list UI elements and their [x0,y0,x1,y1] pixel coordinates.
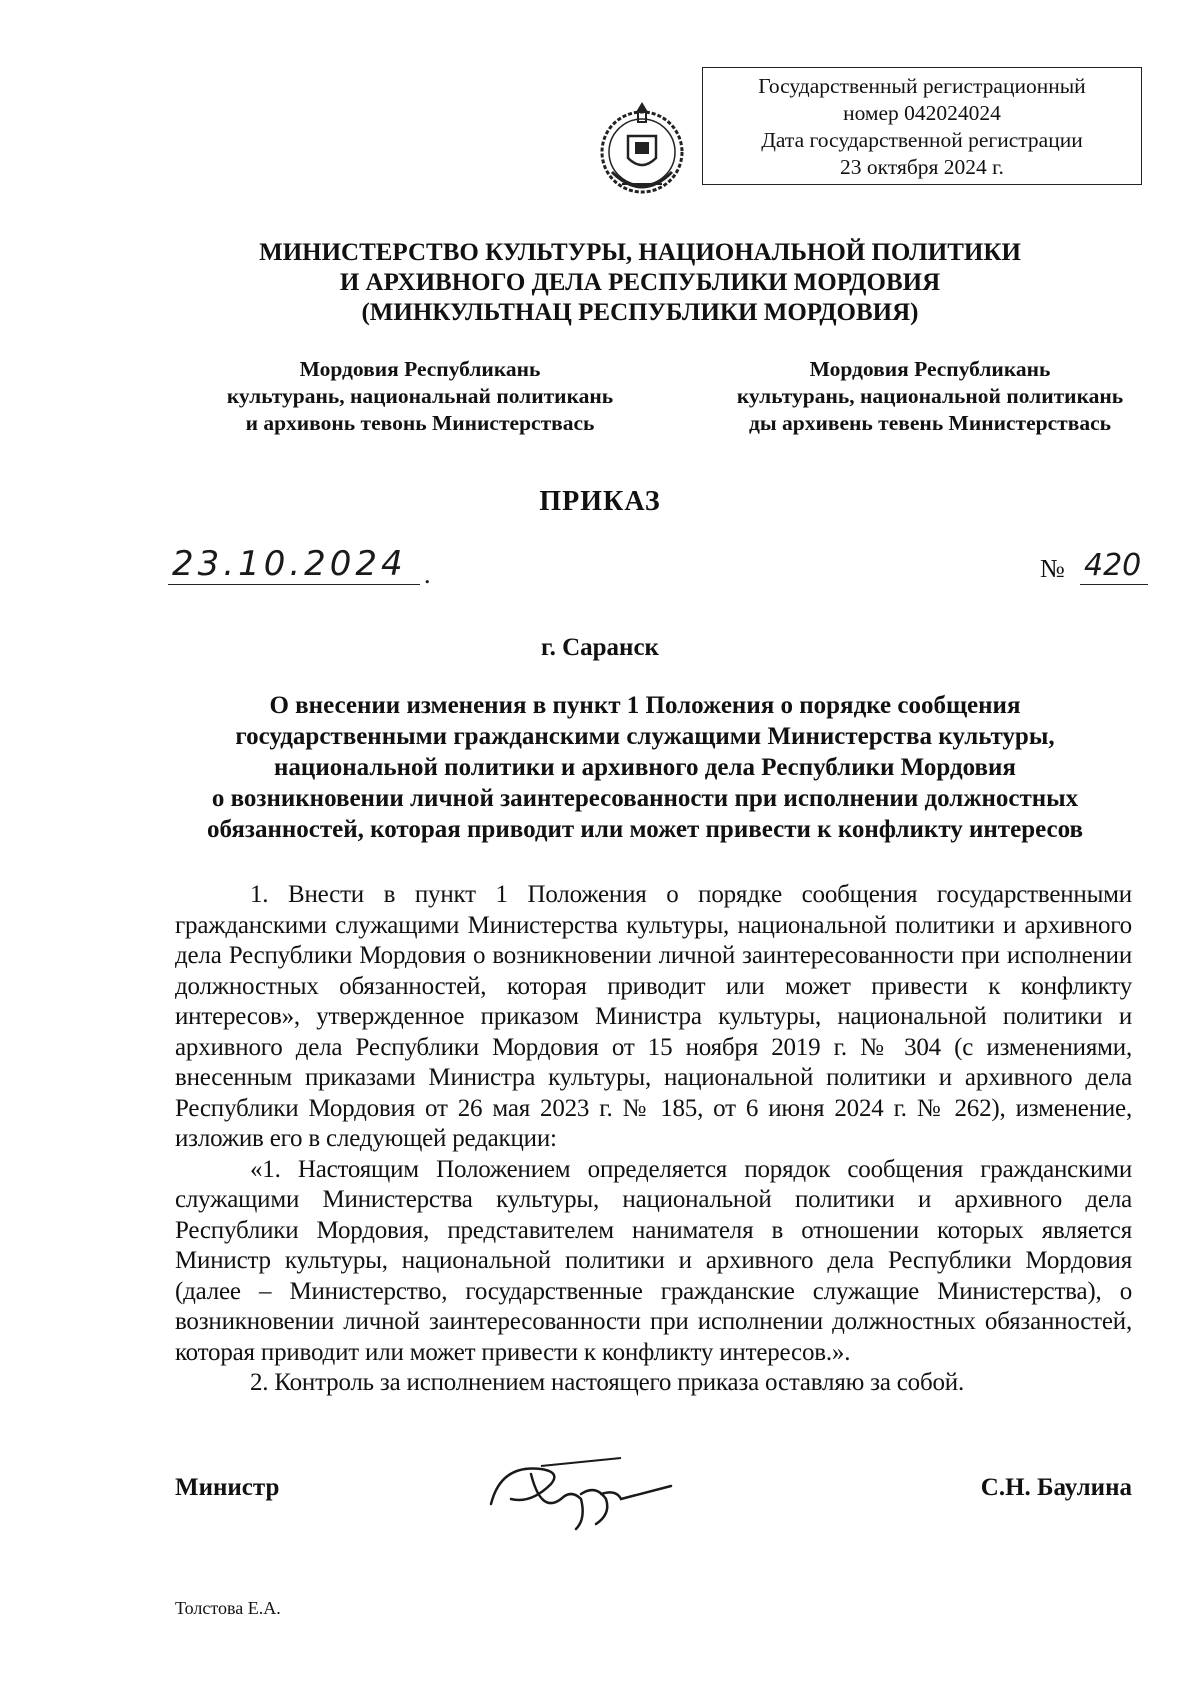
erzya-line: ды архивень тевень Министерствась [749,411,1111,435]
ministry-name-moksha [180,356,660,437]
body-paragraph-2: «1. Настоящим Положением определяется порядок сообщения гражданскими служащими Министерства культуры, национальной политики и архивного дела Республики Мордовия, представителем нанимателя в отношении которых является Министр культуры, национальной политики и архивного дела Республики Мордовия (далее – Министерство, государственные гражданские служащие Министерства), о возникновении личной заинтересованности при исполнении должностных обязанностей, которая приводит или может привести к конфликту интересов.». [175,1155,1132,1366]
moksha-line: Мордовия Республикань [299,357,541,381]
title-line: национальной политики и архивного дела Республики Мордовия [274,754,1016,781]
date-dot: . [424,560,431,589]
order-body [175,880,1132,1399]
registration-date: 23 октября 2024 г. [840,155,1004,179]
moksha-line: и архивонь тевонь Министерствась [245,411,595,435]
ministry-name-erzya [690,356,1170,437]
title-line: государственными гражданскими служащими Министерства культуры, [235,723,1055,750]
ministry-line: МИНИСТЕРСТВО КУЛЬТУРЫ, НАЦИОНАЛЬНОЙ ПОЛИТИКИ [259,239,1021,266]
erzya-line: культурань, национальной политикань [736,384,1124,408]
ministry-line: (МИНКУЛЬТНАЦ РЕСПУБЛИКИ МОРДОВИЯ) [361,299,919,326]
erzya-line: Мордовия Республикань [809,357,1051,381]
handwritten-number: 420 [1084,548,1142,583]
signatory-title: Министр [175,1474,280,1501]
ministry-line: И АРХИВНОГО ДЕЛА РЕСПУБЛИКИ МОРДОВИЯ [339,269,941,296]
registration-line: Государственный регистрационный [758,74,1086,98]
registration-stamp [702,67,1142,185]
handwritten-signature [471,1444,681,1544]
order-date [168,544,430,590]
body-paragraph-1: 1. Внести в пункт 1 Положения о порядке сообщения государственными гражданскими служащими Министерства культуры, национальной политики и архивного дела Республики Мордовия о возникновении личной заинтересованности при исполнении должностных обязанностей, которая приводит или может привести к конфликту интересов», утвержденное приказом Министра культуры, национальной политики и архивного дела Республики Мордовия от 15 ноября 2019 г. № 304 (с изменениями, внесенным приказами Министра культуры, национальной политики и архивного дела Республики Мордовия от 26 мая 2023 г. № 185, от 6 июня 2024 г. № 262), изменение, изложив его в следующей редакции: [175,881,1132,1152]
body-paragraph-3: 2. Контроль за исполнением настоящего приказа оставляю за собой. [250,1369,965,1396]
number-underline [1080,584,1148,585]
executor-name: Толстова Е.А. [175,1598,281,1618]
title-line: о возникновении личной заинтересованности при исполнении должностных [211,785,1079,812]
title-line: обязанностей, которая приводит или может привести к конфликту интересов [207,816,1083,843]
title-line: О внесении изменения в пункт 1 Положения о порядке сообщения [269,692,1021,719]
signatory-name: С.Н. Баулина [980,1474,1132,1501]
city: г. Саранск [541,634,659,661]
order-title [150,690,1140,845]
order-number [1040,548,1150,588]
moksha-line: культурань, национальнай политикань [226,384,614,408]
ministry-header [200,238,1080,328]
document-type: ПРИКАЗ [539,486,661,517]
signature-block [175,1464,1132,1524]
coat-of-arms-emblem [592,92,692,204]
number-sign: № [1040,554,1065,583]
date-underline [168,584,420,585]
registration-number: номер 042024024 [843,101,1001,125]
registration-line: Дата государственной регистрации [761,128,1083,152]
handwritten-date: 23.10.2024 [172,544,407,584]
